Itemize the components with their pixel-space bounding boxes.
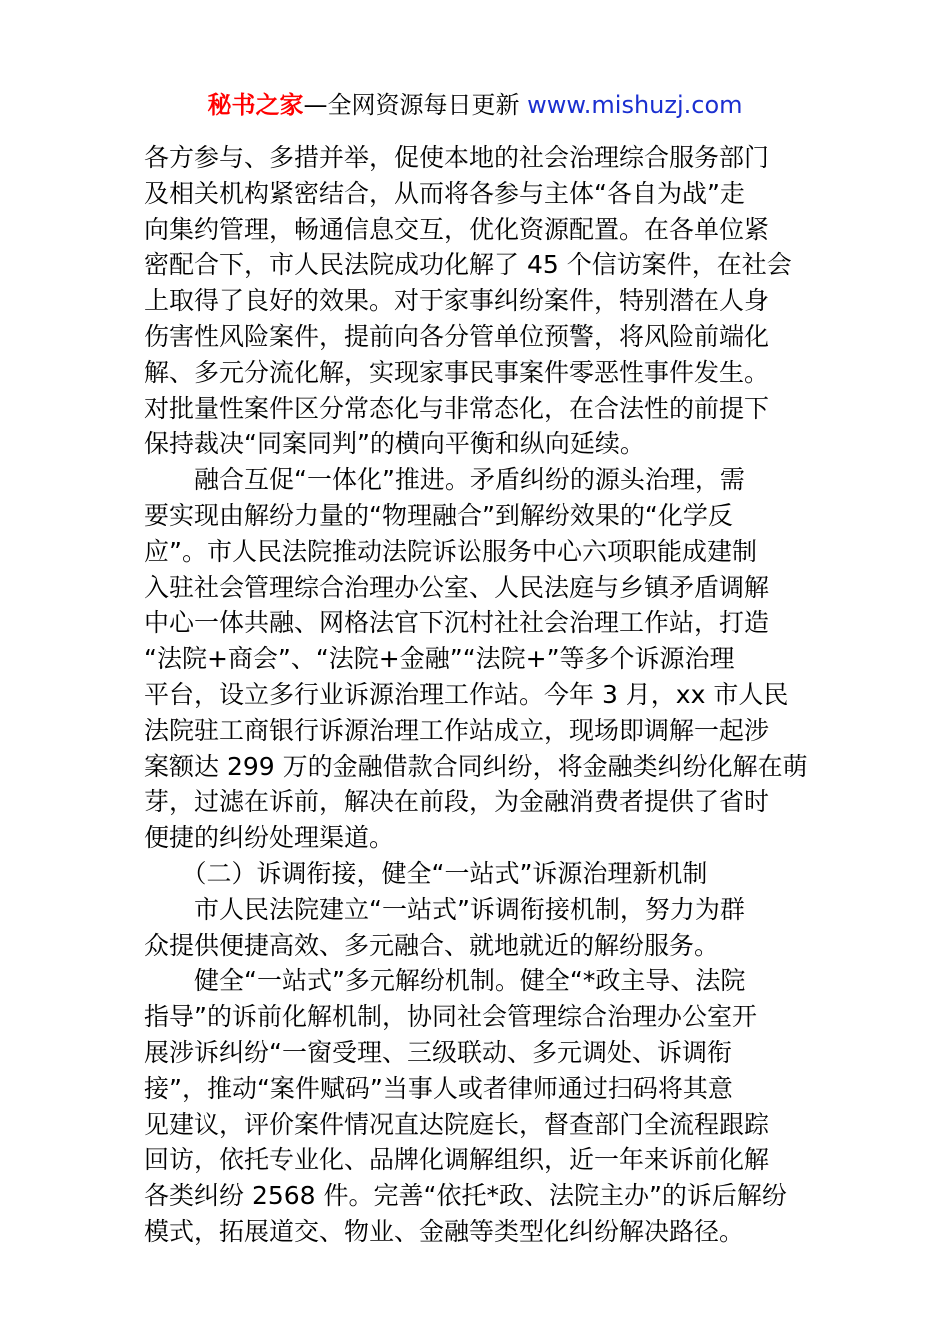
header-tagline: —全网资源每日更新 [303,91,528,119]
text-line: 各方参与、多措并举，促使本地的社会治理综合服务部门 [144,143,770,172]
text-line: 便捷的纠纷处理渠道。 [144,823,395,853]
text-line: 模式，拓展道交、物业、金融等类型化纠纷解决路径。 [144,1216,745,1246]
brand-name: 秘书之家 [207,91,304,119]
text-line: 展涉诉纠纷“一窗受理、三级联动、多元调处、诉调衔 [144,1037,732,1067]
text-line: 对批量性案件区分常态化与非常态化，在合法性的前提下 [144,393,770,423]
text-line: 中心一体共融、网格法官下沉村社社会治理工作站，打造 [144,608,770,638]
text-line: “法院+商会”、“法院+金融”“法院+”等多个诉源治理 [144,644,735,674]
text-line: 应”。市人民法院推动法院诉讼服务中心六项职能成建制 [144,536,757,566]
text-line: 健全“一站式”多元解纷机制。健全“*政主导、法院 [144,966,746,996]
text-line: 案额达 299 万的金融借款合同纠纷，将金融类纠纷化解在萌 [144,751,808,781]
text-line: 及相关机构紧密结合，从而将各参与主体“各自为战”走 [144,178,745,208]
text-line: 上取得了良好的效果。对于家事纠纷案件，特别潜在人身 [144,286,770,316]
text-line: 向集约管理，畅通信息交互，优化资源配置。在各单位紧 [144,214,770,244]
text-line: 密配合下，市人民法院成功化解了 45 个信访案件，在社会 [144,250,792,280]
text-line: 回访，依托专业化、品牌化调解组织，近一年来诉前化解 [144,1145,770,1175]
page-header [0,88,950,122]
document-body [144,140,814,1250]
site-url[interactable]: www.mishuzj.com [527,91,743,119]
text-line: 接”，推动“案件赋码”当事人或者律师通过扫码将其意 [144,1073,733,1103]
text-line: 解、多元分流化解，实现家事民事案件零恶性事件发生。 [144,357,770,387]
text-line: 众提供便捷高效、多元融合、就地就近的解纷服务。 [144,930,720,960]
text-line: 融合互促“一体化”推进。矛盾纠纷的源头治理，需 [144,465,745,495]
section-heading: （二）诉调衔接，健全“一站式”诉源治理新机制 [144,858,708,888]
text-line: 入驻社会管理综合治理办公室、人民法庭与乡镇矛盾调解 [144,572,770,602]
text-line: 平台，设立多行业诉源治理工作站。今年 3 月，xx 市人民 [144,679,789,709]
text-line: 见建议，评价案件情况直达院庭长，督查部门全流程跟踪 [144,1109,770,1139]
text-line: 指导”的诉前化解机制，协同社会管理综合治理办公室开 [144,1002,757,1032]
text-line: 各类纠纷 2568 件。完善“依托*政、法院主办”的诉后解纷 [144,1181,787,1211]
text-line: 法院驻工商银行诉源治理工作站成立，现场即调解一起涉 [144,715,770,745]
text-line: 要实现由解纷力量的“物理融合”到解纷效果的“化学反 [144,500,733,530]
text-line: 芽，过滤在诉前，解决在前段，为金融消费者提供了省时 [144,787,770,817]
text-line: 保持裁决“同案同判”的横向平衡和纵向延续。 [144,429,645,459]
text-line: 伤害性风险案件，提前向各分管单位预警，将风险前端化 [144,321,770,351]
text-line: 市人民法院建立“一站式”诉调衔接机制，努力为群 [144,894,745,924]
